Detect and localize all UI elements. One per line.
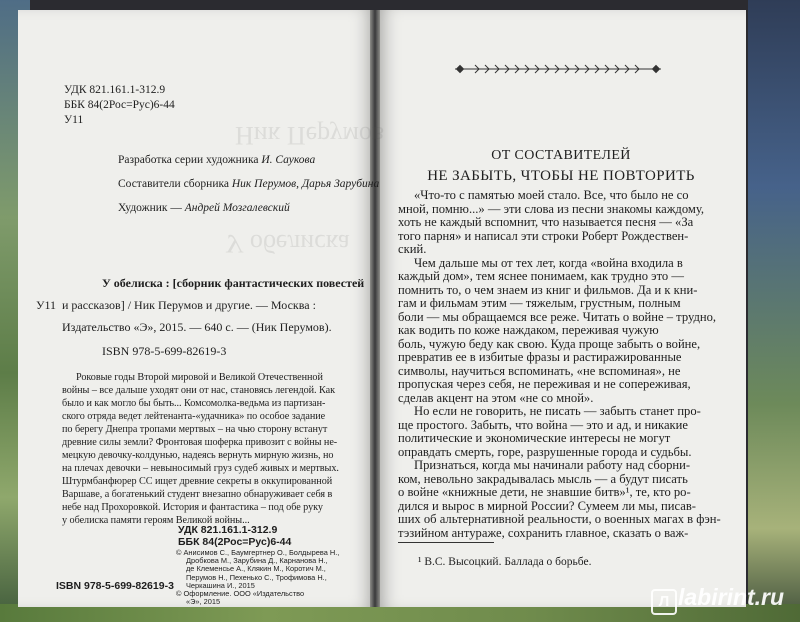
annotation-line: войны – все дальше уходят они от нас, становясь легендой. Как (62, 385, 336, 396)
body-line: мной, помню...» — эти слова из песни знакомы каждому, (398, 201, 705, 216)
artist-label: Художник (118, 202, 168, 214)
annotation-line: на плечах девочки – невыносимый груз судеб живых и мертвых. (62, 463, 339, 474)
body-line: о войне «книжные дети, не знавшие битв»¹, те, кто ро- (398, 485, 691, 500)
footnote-rule (398, 542, 494, 543)
body-line: того парня» и написал эти строки Роберт Рождествен- (398, 228, 689, 243)
body-line: символы, научиться вспоминать, «не вспоминая», не (398, 363, 681, 378)
body-line: превратив ее в избитые фразы и растиражированные (398, 350, 682, 365)
book-gutter (370, 10, 380, 607)
annotation-line: древние силы земли? Фронтовая шоферка привозит с войны не- (62, 437, 338, 448)
compilers-names: Ник Перумов, Дарья Зарубина (231, 178, 380, 190)
annotation-line: Штурмбанфюрер СС ищет древние секреты в оккупированной (62, 476, 333, 487)
show-through-author: Ник Перумов (235, 121, 385, 150)
body-line: Чем дальше мы от тех лет, когда «война входила в (414, 255, 683, 270)
series-design-credit (118, 154, 315, 166)
artist-credit: Художник — Андрей Мозгалевский (118, 202, 290, 214)
biblio-line-1: У обелиска : [сборник фантастических повестей (102, 276, 365, 290)
body-line: Признаться, когда мы начинали работу над сборни- (414, 458, 691, 473)
udk-code: УДК 821.161.1-312.9 (64, 84, 166, 96)
watermark-text: labirint.ru (678, 584, 785, 610)
copyright-line: де Клеменсье А., Клякин М., Коротич М., (186, 564, 326, 574)
bbk-code: ББК 84(2Рос=Рус)6-44 (64, 99, 175, 111)
body-line: боли — мы обращаемся все реже. Читать о войне – трудно, (398, 309, 717, 324)
body-line: оправдать смерть, горе, разрушенные города и судьбы. (398, 444, 692, 459)
body-line: как водить по коже наждаком, переживая чужую (398, 323, 659, 338)
bbk-bottom: ББК 84(2Рос=Рус)6-44 (178, 536, 292, 548)
body-line: Но если не говорить, не писать — забыть станет про- (414, 404, 701, 419)
series-design-label: Разработка серии художника (118, 154, 259, 166)
isbn-main: ISBN 978-5-699-82619-3 (102, 344, 227, 358)
body-line: ком, невольно закрадывалась мысль — а будут писать (398, 471, 688, 486)
compilers-credit (118, 178, 379, 190)
compilers-label: Составители сборника (118, 178, 229, 190)
annotation-line: по берегу Днепра тропами мертвых – на чью сторону встанут (62, 424, 328, 435)
ornament-divider (455, 64, 661, 74)
chapter-title: НЕ ЗАБЫТЬ, ЧТОБЫ НЕ ПОВТОРИТЬ (427, 168, 695, 184)
copyright-line: © Оформление. ООО «Издательство (176, 589, 305, 598)
body-line: хоть не каждый вспомнит, что называется песня — «За (398, 215, 694, 230)
biblio-line-2: и рассказов] / Ник Перумов и другие. — Москва : (62, 298, 316, 312)
body-line: ших об альтернативной реальности, о военных магах в фэн- (398, 512, 721, 527)
copyright-line: Дробкова М., Зарубина Д., Карнанова Н., (186, 556, 328, 566)
annotation-line: было и как могло бы быть... Комсомолка-ведьма из партизан- (62, 398, 326, 409)
body-line: боль, чужую беду как свою. Куда проще забыть о войне, (398, 336, 701, 351)
book-cover-right-edge (748, 0, 800, 622)
body-line: пропуская через себя, не переживая и не сопереживая, (398, 377, 691, 392)
body-line: ще простого. Забыть, что война — это и ад, и никакие (398, 417, 689, 432)
show-through-title: У обелиска (225, 229, 350, 258)
isbn-bottom: ISBN 978-5-699-82619-3 (56, 580, 174, 592)
copyright-line: © Анисимов С., Баумгертнер О., Болдырева Н., (176, 548, 340, 557)
artist-name: Андрей Мозгалевский (184, 202, 290, 214)
body-line: дился и вырос в мирной России? Сумеем ли мы, писав- (398, 498, 696, 513)
body-line: сделав акцент на этом «не со мной». (398, 390, 594, 405)
annotation-line: у обелиска памяти героям Великой войны... (62, 515, 250, 526)
biblio-line-3: Издательство «Э», 2015. — 640 с. — (Ник Перумов). (62, 320, 332, 334)
annotation-line: мецкую девочку-колдунью, надеясь вернуть мирную жизнь, но (62, 450, 334, 461)
copyright-line: «Э», 2015 (186, 597, 221, 607)
copyright-line: Перумов Н., Пехенько С., Трофимова Н., (186, 572, 327, 582)
copyright-line: Черкашина И., 2015 (186, 580, 255, 590)
series-designer-name: И. Саукова (261, 154, 316, 166)
body-line: тэзийном антураже, сохранить главное, сказать о важ- (398, 526, 689, 540)
annotation-line: ского отряда ведет лейтенанта-«удачника» по особое задание (62, 411, 326, 422)
footnote: ¹ В.С. Высоцкий. Баллада о борьбе. (418, 556, 592, 568)
annotation-line: Роковые годы Второй мировой и Великой Отечественной (76, 372, 323, 383)
udk-bottom: УДК 821.161.1-312.9 (178, 524, 278, 536)
body-line: ский. (398, 242, 427, 257)
labirint-logo-icon: Л (651, 589, 677, 615)
body-line: каждый дом», тем яснее понимаем, как трудно это — (398, 269, 684, 284)
shelf-code: У11 (64, 114, 84, 126)
body-line: «Что-то с памятью моей стало. Все, что было не со (414, 188, 689, 202)
body-line: политические и экономические интересы не могут (398, 431, 671, 446)
section-label: ОТ СОСТАВИТЕЛЕЙ (491, 148, 631, 163)
annotation-line: небе над Прохоровкой. История и фантастика – под обе руку (62, 502, 323, 513)
body-line: гам и фильмам этим — тяжелым, грустным, полным (398, 296, 681, 311)
biblio-shelf-code: У11 (36, 298, 57, 312)
annotation-line: Варшаве, а богатенький студент внезапно обнаруживает себя в (62, 489, 333, 500)
body-line: помнить то, о чем знаем из книг и фильмов. Да и к кни- (398, 282, 698, 297)
